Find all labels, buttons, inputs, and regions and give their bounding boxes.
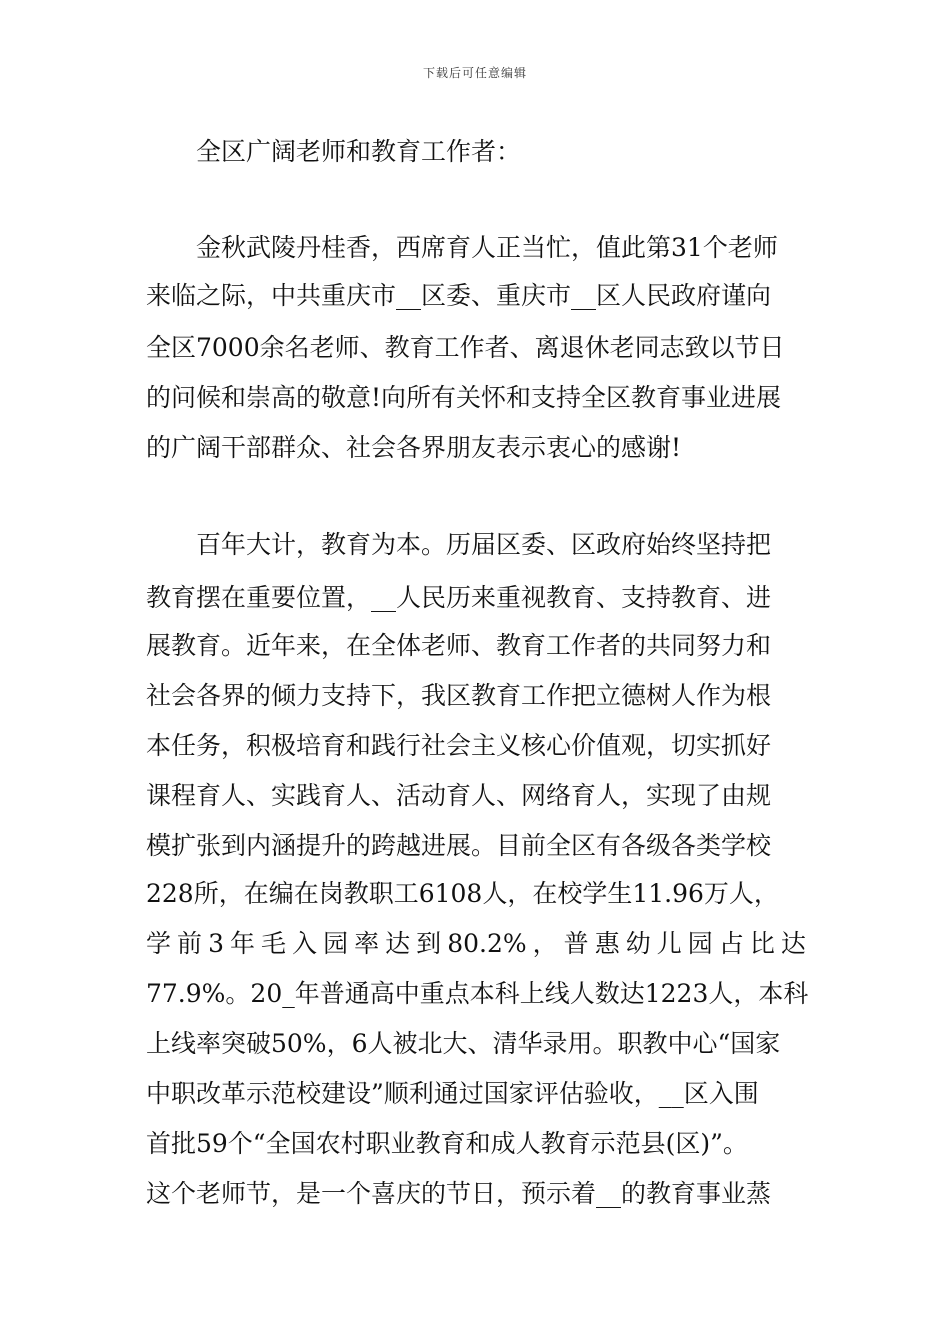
paragraph-2-line: 这个老师节，是一个喜庆的节日，预示着__的教育事业蒸 <box>146 1179 772 1208</box>
justified-token: 惠 <box>594 929 620 958</box>
justified-token: 年 <box>229 929 255 958</box>
justified-token: ， <box>532 929 558 958</box>
paragraph-1-line: 的问候和崇高的敬意!向所有关怀和支持全区教育事业进展 <box>146 383 782 412</box>
paragraph-1-line: 金秋武陵丹桂香，西席育人正当忙，值此第31个老师 <box>196 233 778 262</box>
paragraph-2-line: 展教育。近年来，在全体老师、教育工作者的共同努力和 <box>146 631 772 660</box>
paragraph-2-line: 教育摆在重要位置，__人民历来重视教育、支持教育、进 <box>146 583 772 612</box>
justified-token: 达 <box>780 929 806 958</box>
paragraph-1-line: 全区7000余名老师、教育工作者、离退休老同志致以节日 <box>146 333 785 362</box>
justified-token: 达 <box>385 929 411 958</box>
paragraph-2-line: 本任务，积极培育和践行社会主义核心价值观，切实抓好 <box>146 731 772 760</box>
paragraph-2-line: 228所，在编在岗教职工6108人，在校学生11.96万人， <box>146 879 779 908</box>
justified-token: 园 <box>687 929 713 958</box>
justified-token: 学 <box>146 929 172 958</box>
paragraph-2-line: 中职改革示范校建设”顺利通过国家评估验收，__区入围 <box>146 1079 759 1108</box>
justified-token: 幼 <box>625 929 651 958</box>
justified-token: 80.2% <box>447 929 527 958</box>
paragraph-2-line: 77.9%。20_年普通高中重点本科上线人数达1223人，本科 <box>146 979 809 1008</box>
paragraph-2-line: 模扩张到内涵提升的跨越进展。目前全区有各级各类学校 <box>146 831 772 860</box>
justified-token: 占 <box>718 929 744 958</box>
justified-token: 园 <box>323 929 349 958</box>
paragraph-2-line-justified <box>146 924 806 964</box>
justified-token: 普 <box>563 929 589 958</box>
paragraph-1-line: 的广阔干部群众、社会各界朋友表示衷心的感谢! <box>146 433 682 462</box>
paragraph-2-line: 社会各界的倾力支持下，我区教育工作把立德树人作为根 <box>146 681 772 710</box>
justified-token: 前 <box>177 929 203 958</box>
justified-token: 到 <box>416 929 442 958</box>
paragraph-2-line: 课程育人、实践育人、活动育人、网络育人，实现了由规 <box>146 781 772 810</box>
paragraph-2-line: 首批59个“全国农村职业教育和成人教育示范县(区)”。 <box>146 1129 748 1158</box>
justified-token: 率 <box>354 929 380 958</box>
justified-token: 3 <box>208 929 224 958</box>
paragraph-2-line: 上线率突破50%，6人被北大、清华录用。职教中心“国家 <box>146 1029 781 1058</box>
paragraph-2-line: 百年大计，教育为本。历届区委、区政府始终坚持把 <box>196 530 772 559</box>
header-note: 下载后可任意编辑 <box>422 66 527 80</box>
paragraph-1-line: 来临之际，中共重庆市__区委、重庆市__区人民政府谨向 <box>146 281 772 310</box>
justified-token: 儿 <box>656 929 682 958</box>
justified-token: 毛 <box>261 929 287 958</box>
salutation: 全区广阔老师和教育工作者： <box>196 137 522 166</box>
justified-token: 比 <box>749 929 775 958</box>
justified-token: 入 <box>292 929 318 958</box>
